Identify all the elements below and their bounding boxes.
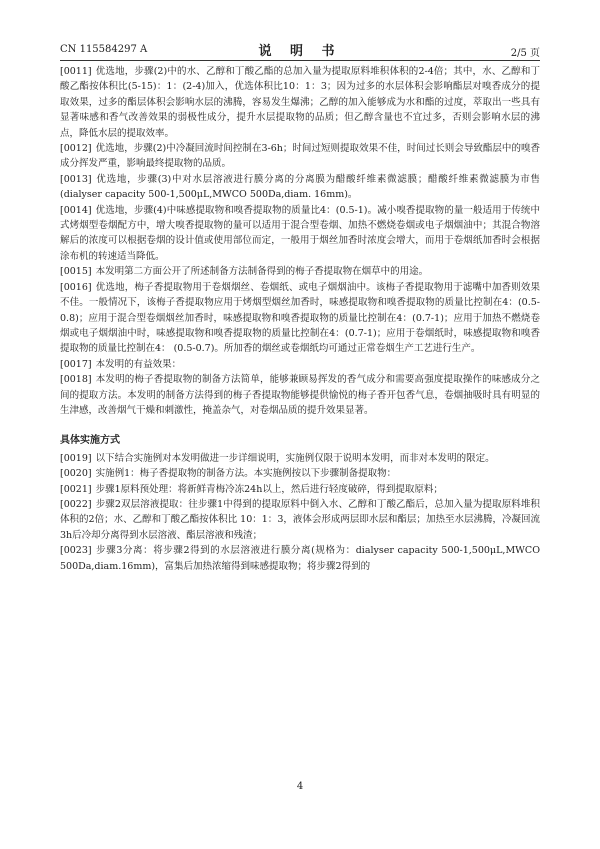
- patent-number: CN 115584297 A: [60, 44, 148, 55]
- paragraph-number: [0019]: [60, 452, 92, 464]
- paragraph-text: 优选地，步骤(4)中味感提取物和嗅香提取物的质量比4：(0.5-1)。减小嗅香提取物的量一般适用于传统中式烤烟型卷烟配方中，增大嗅香提取物的量可以适用于混合型卷烟、加热不燃烧卷烟或电子烟烟油中；其混合物溶解后的浓度可以根据卷烟的设计值或使用部位而定，一般用于烟丝加香时浓度会增大，而用于卷烟纸加香时会根据涂布机的转速适当降低。: [60, 204, 540, 262]
- paragraph-text: 步骤1原料预处理：将新鲜青梅冷冻24h以上，然后进行轻度破碎，得到提取原料；: [95, 483, 443, 495]
- paragraph: [60, 451, 540, 466]
- paragraph-number: [0013]: [60, 173, 92, 185]
- paragraph-number: [0015]: [60, 266, 92, 278]
- paragraph-text: 本发明的梅子香提取物的制备方法简单，能够兼顾易挥发的香气成分和需要高强度提取操作的味感成分之间的提取方法。本发明的制备方法得到的梅子香提取物能够提供愉悦的梅子香开包香气息，卷烟抽吸时具有明显的生津感，改善烟气干燥和刺激性，掩盖杂气，对卷烟品质的提升效果显著。: [60, 374, 540, 416]
- paragraph-number: [0023]: [60, 545, 92, 557]
- paragraph-text: 步骤2双层溶液提取：往步骤1中得到的提取原料中倒入水、乙醇和丁酸乙酯后，总加入量为提取原料堆积体积的2倍；水、乙醇和丁酸乙酯按体积比 10：1：3，液体会形成两层即水层和酯层；加热至水层沸腾，冷凝回流3h后冷却分离得到水层溶液、酯层溶液和残渣；: [60, 498, 540, 541]
- page-header: [60, 40, 540, 62]
- paragraph: [60, 280, 540, 357]
- paragraph: [60, 172, 540, 203]
- paragraph: [60, 64, 540, 141]
- paragraph: [60, 357, 540, 372]
- paragraph-number: [0018]: [60, 374, 92, 386]
- paragraph: [60, 497, 540, 543]
- paragraph-text: 优选地，步骤(3)中对水层溶液进行膜分离的分离膜为醋酸纤维素微滤膜；醋酸纤维素微滤膜为市售(dialyser capacity 500-1,500μL,MWCO 500Da,diam. 16mm)。: [60, 173, 540, 201]
- paragraph-text: 步骤3分离：将步骤2得到的水层溶液进行膜分离(规格为：dialyser capacity 500-1,500μL,MWCO 500Da,diam.16mm)，富集后加热浓缩得到味感提取物；将步骤2得到的: [60, 545, 540, 572]
- paragraph-group-embodiments: [60, 451, 540, 574]
- paragraph-number: [0011]: [60, 66, 92, 77]
- paragraph-number: [0017]: [60, 358, 92, 370]
- paragraph: [60, 203, 540, 265]
- paragraph-number: [0021]: [60, 483, 92, 495]
- page-indicator: 2/5 页: [510, 48, 540, 59]
- paragraph: [60, 264, 540, 279]
- paragraph-text: 优选地，步骤(2)中的水、乙醇和丁酸乙酯的总加入量为提取原料堆积体积的2-4倍；其中，水、乙醇和丁酸乙酯按体积比(5-15)：1：(2-4)加入，优选体积比10：1：3；因为过多的水层体积会影响酯层对嗅香成分的提取效果，过多的酯层体积会影响水层的沸腾，容易发生爆沸；乙醇的加入能够成为水和酯的过度，萃取出一些具有显著味感和香气改善效果的弱极性成分，提升水层提取物的品质；但乙醇含量也不宜过多，否则会影响水层的沸点，降低水层的提取效率。: [60, 66, 540, 139]
- section-title: 具体实施方式: [60, 435, 120, 447]
- paragraph-text: 本发明第二方面公开了所述制备方法制备得到的梅子香提取物在烟草中的用途。: [95, 266, 429, 278]
- header-rule: [60, 60, 540, 61]
- paragraph-text: 实施例1：梅子香提取物的制备方法。本实施例按以下步骤制备提取物：: [95, 468, 397, 480]
- paragraph-text: 以下结合实施例对本发明做进一步详细说明，实施例仅限于说明本发明，而非对本发明的限定。: [95, 452, 495, 464]
- paragraph-number: [0016]: [60, 281, 92, 293]
- paragraph: [60, 482, 540, 497]
- paragraph: [60, 141, 540, 172]
- document-type-title: 说 明 书: [258, 44, 342, 59]
- paragraph-group-summary: [60, 64, 540, 418]
- paragraph-text: 优选地，步骤(2)中冷凝回流时间控制在3-6h；时间过短则提取效果不佳，时间过长则会导致酯层中的嗅香成分挥发严重，影响最终提取物的品质。: [60, 143, 540, 170]
- paragraph-number: [0012]: [60, 143, 92, 155]
- paragraph-text: 本发明的有益效果：: [95, 358, 182, 370]
- paragraph-number: [0022]: [60, 498, 92, 510]
- paragraph: [60, 466, 540, 481]
- page-number: 4: [296, 781, 304, 792]
- paragraph: [60, 372, 540, 418]
- paragraph-number: [0020]: [60, 468, 92, 480]
- document-body: [60, 64, 540, 574]
- paragraph: [60, 543, 540, 574]
- paragraph-number: [0014]: [60, 204, 92, 216]
- paragraph-text: 优选地，梅子香提取物用于卷烟烟丝、卷烟纸、或电子烟烟油中。该梅子香提取物用于滤嘴中加香则效果不佳。一般情况下，该梅子香提取物应用于烤烟型烟丝加香时，味感提取物和嗅香提取物的质量比控制在4：(0.5-0.8)；应用于混合型卷烟烟丝加香时，味感提取物和嗅香提取物的质量比控制在4：(0.7-1)；应用于加热不燃烧卷烟或电子烟烟油中时，味感提取物和嗅香提取物的质量比控制在4：(0.7-1)；应用于卷烟纸时，味感提取物和嗅香提取物的质量比控制在4： (0.5-0.7)。所加香的烟丝或卷烟纸均可通过正常卷烟生产工艺进行生产。: [60, 281, 540, 355]
